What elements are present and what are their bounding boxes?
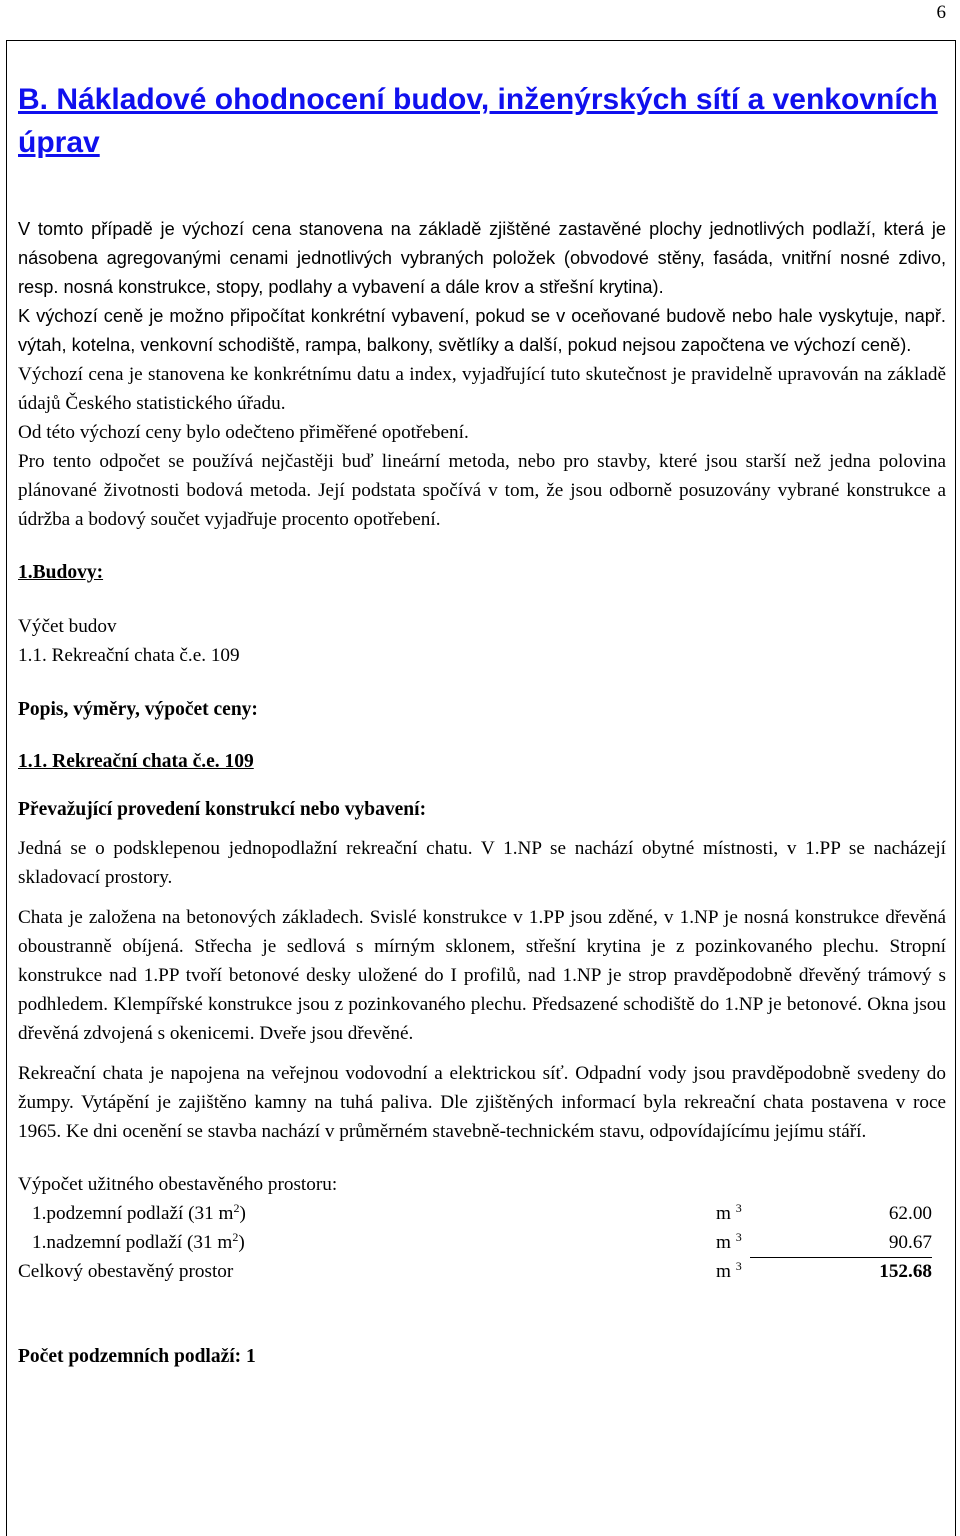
intro-paragraph: Od této výchozí ceny bylo odečteno přiměřené opotřebení. — [18, 422, 469, 443]
calc-row-value: 90.67 — [888, 1232, 932, 1253]
calc-total-unit: m $^3$ — [716, 1258, 742, 1282]
document-content — [18, 78, 946, 1371]
calc-row-unit: m $^3$ — [716, 1200, 742, 1224]
page-number: 6 — [936, 2, 946, 23]
intro-paragraph: V tomto případě je výchozí cena stanovena na základě zjištěné zastavěné plochy jednotlivých podlaží, která je násobena agregovanými cenami jednotlivých vybraných položek (obvodové stěny, fasáda, vnitřní nosné zdivo, resp. nosná konstrukce, stopy, podlahy a vybavení a dále krov a střešní krytina). — [18, 219, 946, 297]
popis-heading: Popis, výměry, výpočet ceny: — [18, 699, 258, 720]
calc-total-label: Celkový obestavěný prostor — [18, 1261, 234, 1282]
calc-total-value: 152.68 — [879, 1261, 932, 1282]
calc-row — [18, 1228, 946, 1257]
calc-row-unit: m $^3$ — [716, 1229, 742, 1253]
volume-calculation — [18, 1170, 946, 1286]
calc-row-value: 62.00 — [888, 1203, 932, 1224]
calc-row — [18, 1199, 946, 1228]
description-paragraph: Chata je založena na betonových základech. Svislé konstrukce v 1.PP jsou zděné, v 1.NP je nosná konstrukce dřevěná oboustranně obíjená. Střecha je sedlová s mírným sklonem, střešní krytina je z pozinkovaného plechu. Stropní konstrukce nad 1.PP tvoří betonové desky uložené do I profilů, nad 1.NP je strop pravděpodobně dřevěný trámový s podhledem. Klempířské konstrukce jsou z pozinkovaného plechu. Předsazené schodiště do 1.NP je betonové. Okna jsou dřevěná zdvojená s okenicemi. Dveře jsou dřevěné. — [18, 907, 946, 1044]
calc-row-label: 1.podzemní podlaží (31 $m^2$) — [32, 1200, 246, 1224]
vycet-label: Výčet budov — [18, 616, 117, 637]
intro-section — [18, 215, 946, 534]
calc-row-label: 1.nadzemní podlaží (31 $m^2$) — [32, 1229, 245, 1253]
intro-paragraph: Pro tento odpočet se používá nejčastěji buď lineární metoda, nebo pro stavby, které jsou starší než jedna polovina plánované životnosti bodová metoda. Její podstata spočívá v tom, že jsou odborně posuzovány vybrané konstrukce a údržba a bodový součet vyjadřuje procento opotřebení. — [18, 451, 946, 530]
description-paragraph: Jedná se o podsklepenou jednopodlažní rekreační chatu. V 1.NP se nachází obytné místnosti, v 1.PP se nacházejí skladovací prostory. — [18, 838, 946, 888]
calc-heading: Výpočet užitného obestavěného prostoru: — [18, 1174, 338, 1195]
budovy-heading: 1.Budovy: — [18, 562, 104, 583]
intro-paragraph: Výchozí cena je stanovena ke konkrétnímu datu a index, vyjadřující tuto skutečnost je pravidelně upravován na základě údajů Českého statistického úřadu. — [18, 364, 946, 414]
prevazujici-heading: Převažující provedení konstrukcí nebo vybavení: — [18, 799, 427, 820]
vycet-section — [18, 612, 946, 670]
chata-heading: 1.1. Rekreační chata č.e. 109 — [18, 751, 254, 772]
section-title: B. Nákladové ohodnocení budov, inženýrských sítí a venkovních úprav — [18, 83, 938, 159]
podzemni-podlazi-count: Počet podzemních podlaží: 1 — [18, 1346, 256, 1367]
description-paragraph: Rekreační chata je napojena na veřejnou vodovodní a elektrickou síť. Odpadní vody jsou pravděpodobně svedeny do žumpy. Vytápění je zajištěno kamny na tuhá paliva. Dle zjištěných informací byla rekreační chata postavena v roce 1965. Ke dni ocenění se stavba nachází v průměrném stavebně-technickém stavu, odpovídajícímu jejímu stáří. — [18, 1063, 946, 1142]
calc-total-row — [18, 1257, 946, 1286]
vycet-item: 1.1. Rekreační chata č.e. 109 — [18, 645, 240, 666]
intro-paragraph: K výchozí ceně je možno připočítat konkrétní vybavení, pokud se v oceňované budově nebo hale vyskytuje, např. výtah, kotelna, venkovní schodiště, rampa, balkony, světlíky a další, pokud nejsou započtena ve výchozí ceně). — [18, 306, 946, 355]
